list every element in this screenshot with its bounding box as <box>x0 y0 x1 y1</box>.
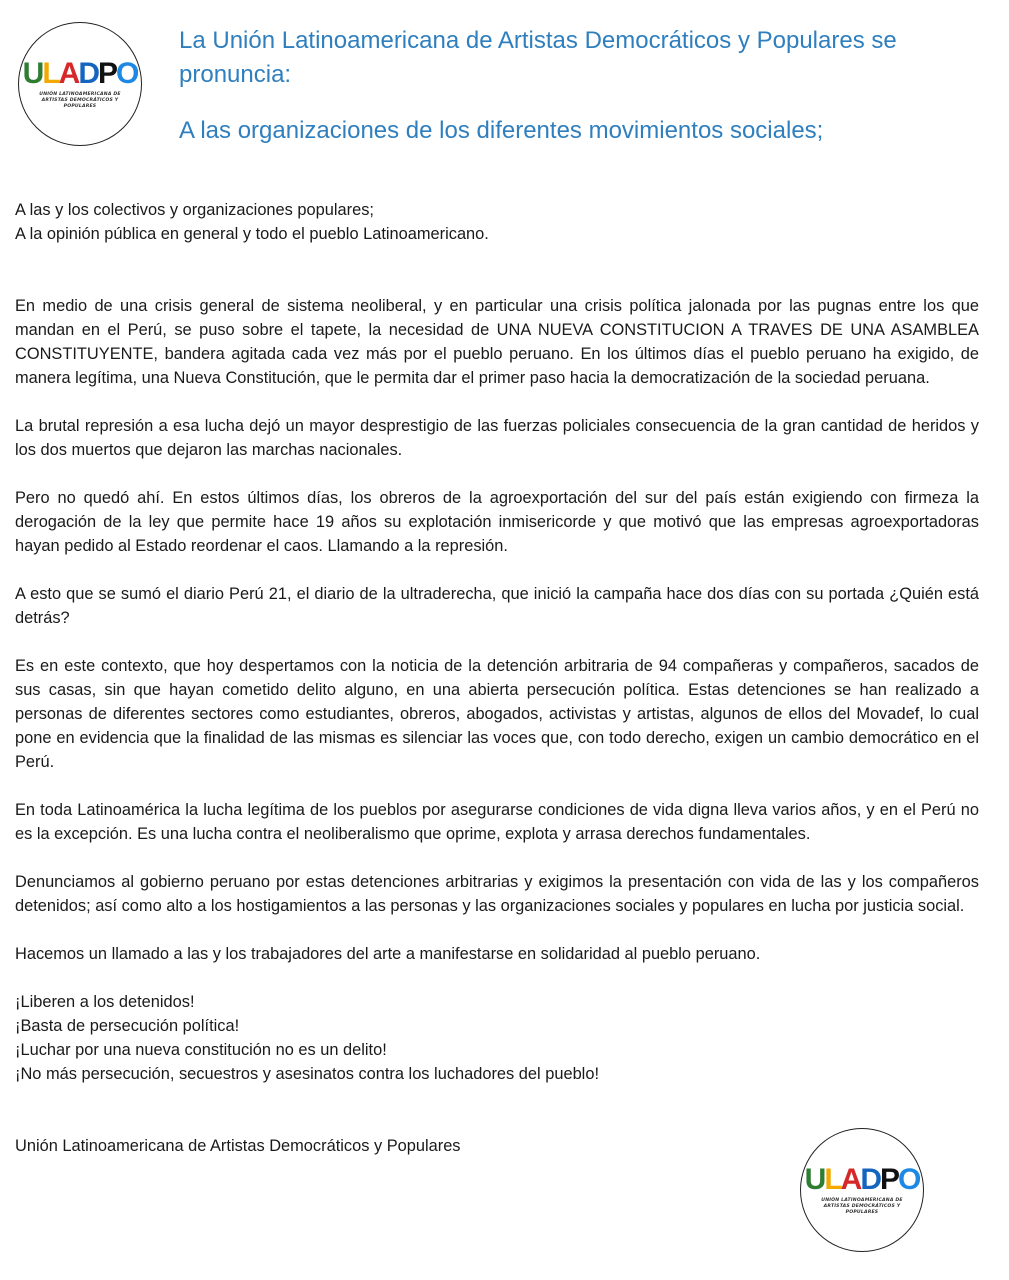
slogan-block <box>15 990 979 1086</box>
logo-wordmark <box>22 56 138 90</box>
address-line: A las y los colectivos y organizaciones populares; <box>15 201 374 219</box>
document-subtitle: A las organizaciones de los diferentes movimientos sociales; <box>179 117 824 144</box>
document-header <box>179 24 979 148</box>
slogan-line: ¡Luchar por una nueva constitución no es un delito! <box>15 1041 387 1059</box>
document-title: La Unión Latinoamericana de Artistas Democráticos y Populares se pronuncia: <box>179 27 897 88</box>
address-line: A la opinión pública en general y todo el pueblo Latinoamericano. <box>15 225 489 243</box>
logo-letter: L <box>824 1162 841 1196</box>
logo-letter: D <box>860 1162 880 1196</box>
uladpo-logo-top <box>18 22 142 146</box>
logo-letter: O <box>898 1162 920 1196</box>
paragraph: Denunciamos al gobierno peruano por estas detenciones arbitrarias y exigimos la presentación con vida de las y los compañeros detenidos; así como alto a los hostigamientos a las personas y las organizaciones sociales y populares en lucha por justicia social. <box>15 873 979 915</box>
paragraph: Pero no quedó ahí. En estos últimos días, los obreros de la agroexportación del sur del país están exigiendo con firmeza la derogación de la ley que permite hace 19 años su explotación inmisericorde y que motivó que las empresas agroexportadoras hayan pedido al Estado reordenar el caos. Llamando a la represión. <box>15 489 979 555</box>
paragraph: En toda Latinoamérica la lucha legítima de los pueblos por asegurarse condiciones de vida digna lleva varios años, y en el Perú no es la excepción. Es una lucha contra el neoliberalismo que oprime, explota y arrasa derechos fundamentales. <box>15 801 979 843</box>
logo-letter: L <box>42 56 59 90</box>
logo-letter: P <box>879 1162 898 1196</box>
address-block <box>15 198 979 246</box>
uladpo-logo-bottom <box>800 1128 924 1252</box>
logo-letter: A <box>840 1162 861 1196</box>
slogan-line: ¡No más persecución, secuestros y asesinatos contra los luchadores del pueblo! <box>15 1065 599 1083</box>
paragraph: Es en este contexto, que hoy despertamos con la noticia de la detención arbitraria de 94 compañeras y compañeros, sacados de sus casas, sin que hayan cometido delito alguno, en una abierta persecución política. Estas detenciones se han realizado a personas de diferentes sectores como estudiantes, obreros, abogados, activistas y artistas, algunos de ellos del Movadef, lo cual pone en evidencia que la finalidad de las mismas es silenciar las voces que, con todo derecho, exigen un cambio democrático en el Perú. <box>15 657 979 771</box>
logo-letter: O <box>116 56 138 90</box>
paragraph: La brutal represión a esa lucha dejó un mayor desprestigio de las fuerzas policiales consecuencia de la gran cantidad de heridos y los dos muertos que dejaron las marchas nacionales. <box>15 417 979 459</box>
document-body <box>15 198 979 1158</box>
paragraph: Hacemos un llamado a las y los trabajadores del arte a manifestarse en solidaridad al pueblo peruano. <box>15 945 761 963</box>
signature: Unión Latinoamericana de Artistas Democráticos y Populares <box>15 1137 461 1155</box>
logo-letter: P <box>97 56 116 90</box>
logo-wordmark <box>804 1162 920 1196</box>
slogan-line: ¡Basta de persecución política! <box>15 1017 240 1035</box>
logo-tagline: UNIÓN LATINOAMERICANA DE ARTISTAS DEMOCRÁTICOS Y POPULARES <box>39 91 121 109</box>
slogan-line: ¡Liberen a los detenidos! <box>15 993 195 1011</box>
logo-letter: D <box>78 56 98 90</box>
logo-letter: A <box>58 56 79 90</box>
paragraph: En medio de una crisis general de sistema neoliberal, y en particular una crisis política jalonada por las pugnas entre los que mandan en el Perú, se puso sobre el tapete, la necesidad de UNA NUEVA CONSTITUCION A TRAVES DE UNA ASAMBLEA CONSTITUYENTE, bandera agitada cada vez más por el pueblo peruano. En los últimos días el pueblo peruano ha exigido, de manera legítima, una Nueva Constitución, que le permita dar el primer paso hacia la democratización de la sociedad peruana. <box>15 297 979 387</box>
logo-tagline: UNIÓN LATINOAMERICANA DE ARTISTAS DEMOCRÁTICOS Y POPULARES <box>821 1197 903 1215</box>
logo-letter: U <box>22 56 43 90</box>
paragraph: A esto que se sumó el diario Perú 21, el diario de la ultraderecha, que inició la campaña hace dos días con su portada ¿Quién está detrás? <box>15 585 979 627</box>
logo-letter: U <box>804 1162 825 1196</box>
